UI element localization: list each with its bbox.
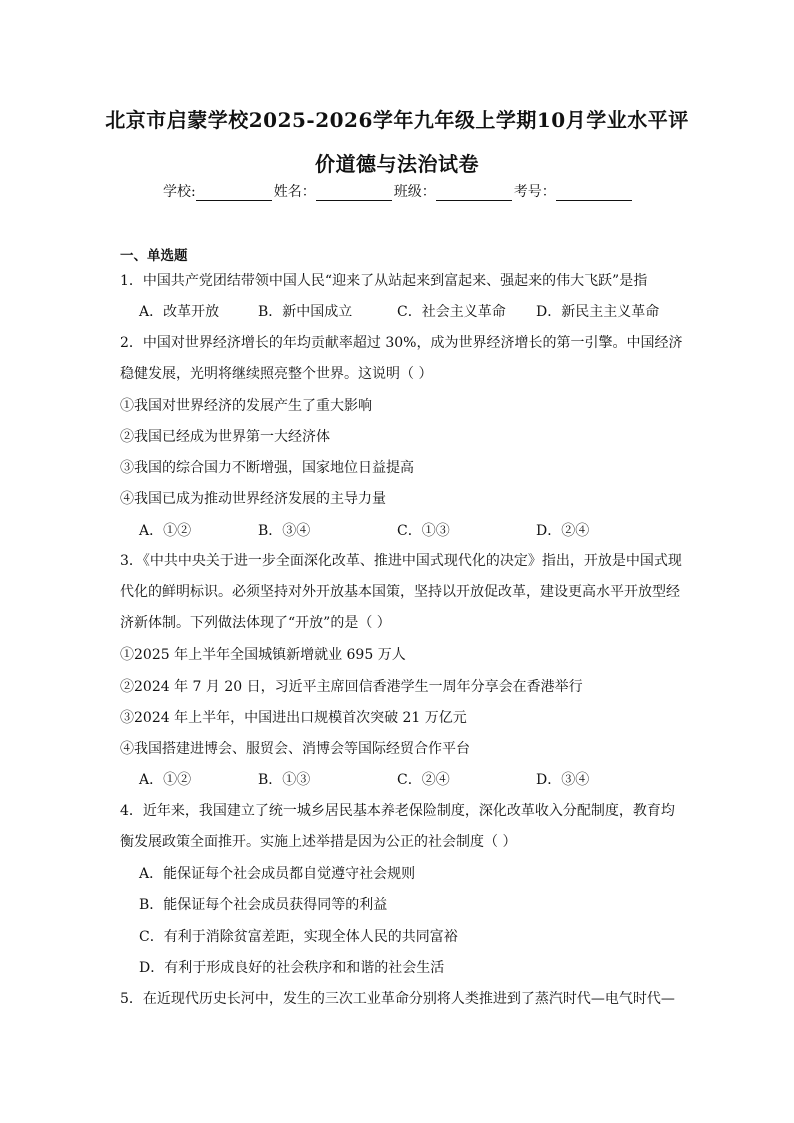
q3-option-d: D．③④: [536, 772, 590, 788]
q2-item-2: ②我国已经成为世界第一大经济体: [120, 429, 330, 445]
q2-option-b: B．③④: [258, 523, 311, 539]
q2-item-4: ④我国已成为推动世界经济发展的主导力量: [120, 491, 386, 507]
q3-item-2: ②2024 年 7 月 20 日，习近平主席回信香港学生一周年分享会在香港举行: [120, 679, 583, 695]
q3-item-4: ④我国搭建进博会、服贸会、消博会等国际经贸合作平台: [120, 741, 470, 757]
section-heading: 一、单选题: [120, 248, 188, 264]
q1-option-d: D．新民主主义革命: [536, 304, 660, 320]
q2-option-c: C．①③: [397, 523, 450, 539]
q4-stem-line2: 衡发展政策全面推开。实施上述举措是因为公正的社会制度（ ）: [120, 834, 517, 850]
exam-no-blank: [556, 186, 632, 201]
q2-option-a: A．①②: [139, 523, 192, 539]
q2-option-d: D．②④: [536, 523, 590, 539]
q5-stem-line1: 5．在近现代历史长河中，发生的三次工业革命分别将人类推进到了蒸汽时代—电气时代—: [120, 991, 675, 1007]
name-label: 姓名：: [273, 184, 316, 200]
q4-option-a: A．能保证每个社会成员都自觉遵守社会规则: [139, 866, 416, 882]
q3-option-c: C．②④: [397, 772, 450, 788]
exam-no-label: 考号：: [513, 184, 556, 200]
school-blank: [196, 186, 272, 201]
q3-stem-line3: 济新体制。下列做法体现了“开放”的是（ ）: [120, 615, 391, 631]
q3-option-a: A．①②: [139, 772, 192, 788]
class-blank: [436, 186, 512, 201]
q3-stem-line2: 代化的鲜明标识。必须坚持对外开放基本国策，坚持以开放促改革，建设更高水平开放型经: [120, 584, 680, 600]
q3-item-3: ③2024 年上半年，中国进出口规模首次突破 21 万亿元: [120, 710, 467, 726]
name-blank: [316, 186, 392, 201]
q2-stem-line1: 2．中国对世界经济增长的年均贡献率超过 30%，成为世界经济增长的第一引擎。中国经济: [120, 335, 683, 351]
q2-item-1: ①我国对世界经济的发展产生了重大影响: [120, 398, 372, 414]
exam-title-line2: 价道德与法治试卷: [315, 152, 479, 176]
school-label: 学校:: [163, 184, 196, 200]
q2-stem-line2: 稳健发展，光明将继续照亮整个世界。这说明（ ）: [120, 366, 433, 382]
q4-stem-line1: 4．近年来，我国建立了统一城乡居民基本养老保险制度，深化改革收入分配制度，教育均: [120, 803, 675, 819]
q1-option-a: A．改革开放: [139, 304, 220, 320]
q4-option-c: C．有利于消除贫富差距，实现全体人民的共同富裕: [139, 929, 458, 945]
q1-stem: 1．中国共产党团结带领中国人民“迎来了从站起来到富起来、强起来的伟大飞跃”是指: [120, 273, 648, 289]
q4-option-d: D．有利于形成良好的社会秩序和和谐的社会生活: [139, 960, 445, 976]
q3-stem-line1: 3．《中共中央关于进一步全面深化改革、推进中国式现代化的决定》指出，开放是中国式现: [120, 553, 682, 569]
q2-item-3: ③我国的综合国力不断增强，国家地位日益提高: [120, 460, 414, 476]
q3-option-b: B．①③: [258, 772, 311, 788]
exam-title-line1: 北京市启蒙学校2025-2026学年九年级上学期10月学业水平评: [105, 108, 689, 132]
q1-option-c: C．社会主义革命: [397, 304, 506, 320]
q3-item-1: ①2025 年上半年全国城镇新增就业 695 万人: [120, 647, 406, 663]
q4-option-b: B．能保证每个社会成员获得同等的利益: [139, 897, 388, 913]
q1-option-b: B．新中国成立: [258, 304, 353, 320]
class-label: 班级：: [393, 184, 436, 200]
student-info-row: [163, 181, 634, 201]
